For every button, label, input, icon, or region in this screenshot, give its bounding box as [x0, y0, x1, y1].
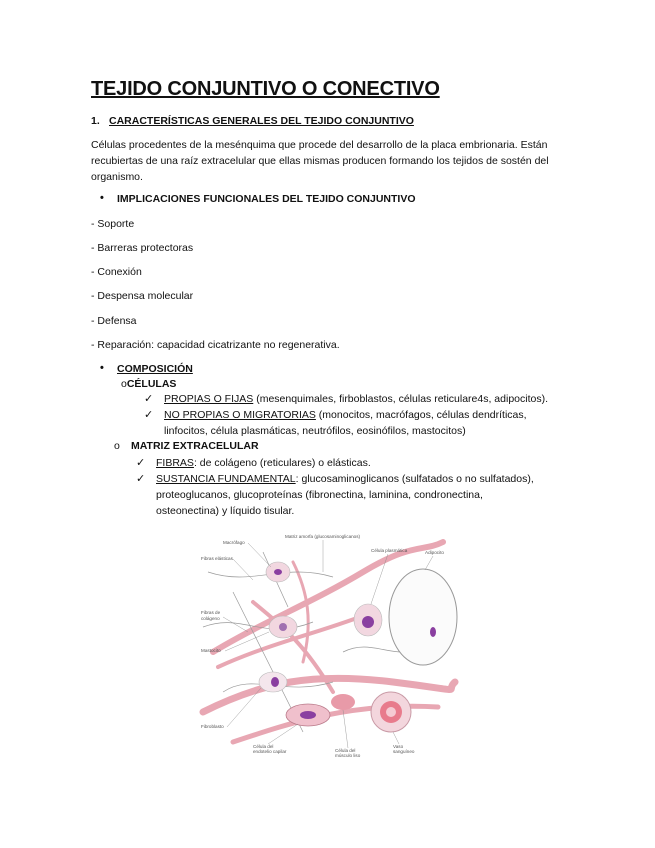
- item-term: PROPIAS O FIJAS: [164, 393, 254, 405]
- item-term: NO PROPIAS O MIGRATORIAS: [164, 409, 316, 421]
- label-mastocito: Mastocito: [201, 648, 221, 653]
- paragraph-line: organismo.: [91, 171, 143, 183]
- list-item: - Barreras protectoras: [91, 242, 194, 254]
- celulas-heading: [121, 378, 176, 390]
- label-macrofago: Macrófago: [223, 540, 245, 545]
- item-term: SUSTANCIA FUNDAMENTAL: [156, 473, 296, 485]
- connective-tissue-figure: [193, 532, 463, 762]
- label-fibras-elasticas: Fibras elásticas: [201, 556, 233, 561]
- section-title: CARACTERÍSTICAS GENERALES DEL TEJIDO CONJUNTIVO: [109, 115, 414, 127]
- sub-bullet-marker: o: [114, 440, 120, 452]
- item-text: (mesenquimales, firboblastos, células reticulare4s, adipocitos).: [253, 393, 548, 405]
- label-celula-plasmatica: Célula plasmática: [371, 548, 408, 553]
- composicion-heading-text: COMPOSICIÓN: [117, 363, 193, 375]
- check-icon: ✓: [144, 409, 154, 421]
- item-text: (monocitos, macrófagos, células dendríticas,: [315, 409, 527, 421]
- label-musculo-1: Célula del: [335, 748, 356, 753]
- item-text-continued: osteonectina) y líquido tisular.: [156, 505, 295, 517]
- fibroblast: [259, 672, 287, 692]
- page-title: TEJIDO CONJUNTIVO O CONECTIVO: [91, 78, 440, 100]
- label-fibras-colageno-1: Fibras de: [201, 610, 221, 615]
- list-item: - Soporte: [91, 218, 135, 230]
- paragraph-line: Células procedentes de la mesénquima que procede del desarrollo de la placa embrionaria. Están: [91, 139, 548, 151]
- check-icon: ✓: [136, 457, 146, 469]
- paragraph-line: recubiertas de una raíz extracelular que ellas mismas producen formando los tejidos de sostén del: [91, 155, 549, 167]
- section-heading: [91, 115, 414, 127]
- list-item: - Despensa molecular: [91, 290, 194, 302]
- intro-paragraph: [91, 137, 566, 185]
- implicaciones-heading-text: IMPLICACIONES FUNCIONALES DEL TEJIDO CONJUNTIVO: [117, 193, 416, 205]
- sub-bullet-marker: o: [121, 378, 127, 390]
- smooth-muscle-cell: [331, 694, 355, 710]
- matriz-heading-text: MATRIZ EXTRACELULAR: [131, 440, 259, 452]
- label-matriz-amorfa: Matriz amorfa (glucosaminoglicanos): [285, 534, 361, 539]
- label-musculo-2: músculo liso: [335, 753, 361, 758]
- item-text-continued: linfocitos, célula plasmáticas, neutrófilos, eosinófilos, mastocitos): [164, 425, 466, 437]
- celulas-item-no-propias: [144, 407, 527, 439]
- adipocyte: [389, 569, 457, 665]
- list-item: - Defensa: [91, 315, 137, 327]
- capillary: [286, 704, 330, 726]
- matriz-heading: [114, 440, 259, 452]
- check-icon: ✓: [136, 473, 146, 485]
- composicion-heading: [100, 362, 193, 375]
- tissue-illustration: [193, 532, 463, 762]
- celulas-item-propias: [144, 391, 548, 407]
- mast-cell: [269, 616, 297, 638]
- item-text: : glucosaminoglicanos (sulfatados o no sulfatados),: [295, 473, 534, 485]
- plasma-cell: [354, 604, 382, 636]
- implicaciones-heading: [100, 192, 416, 205]
- section-number: 1.: [91, 115, 100, 127]
- check-icon: ✓: [144, 393, 154, 405]
- bullet-marker: •: [100, 362, 104, 374]
- matriz-item-fibras: [136, 455, 371, 471]
- macrophage: [266, 562, 290, 582]
- item-term: FIBRAS: [156, 457, 194, 469]
- celulas-heading-text: CÉLULAS: [126, 378, 177, 390]
- blood-vessel: [371, 692, 411, 732]
- list-item: - Conexión: [91, 266, 142, 278]
- label-endotelio-2: endotelio capilar: [253, 749, 287, 754]
- label-vaso-2: sanguíneo: [393, 749, 415, 754]
- label-vaso-1: Vaso: [393, 744, 404, 749]
- matriz-item-sustancia: [136, 471, 534, 519]
- label-endotelio-1: Célula del: [253, 744, 274, 749]
- item-text: : de colágeno (reticulares) o elásticas.: [193, 457, 371, 469]
- list-item: - Reparación: capacidad cicatrizante no regenerativa.: [91, 339, 340, 351]
- label-fibras-colageno-2: colágeno: [201, 616, 220, 621]
- bullet-marker: •: [100, 192, 104, 204]
- label-adipocito: Adipocito: [425, 550, 444, 555]
- item-text-continued: proteoglucanos, glucoproteínas (fibronectina, laminina, condronectina,: [156, 489, 483, 501]
- label-fibroblasto: Fibroblasto: [201, 724, 224, 729]
